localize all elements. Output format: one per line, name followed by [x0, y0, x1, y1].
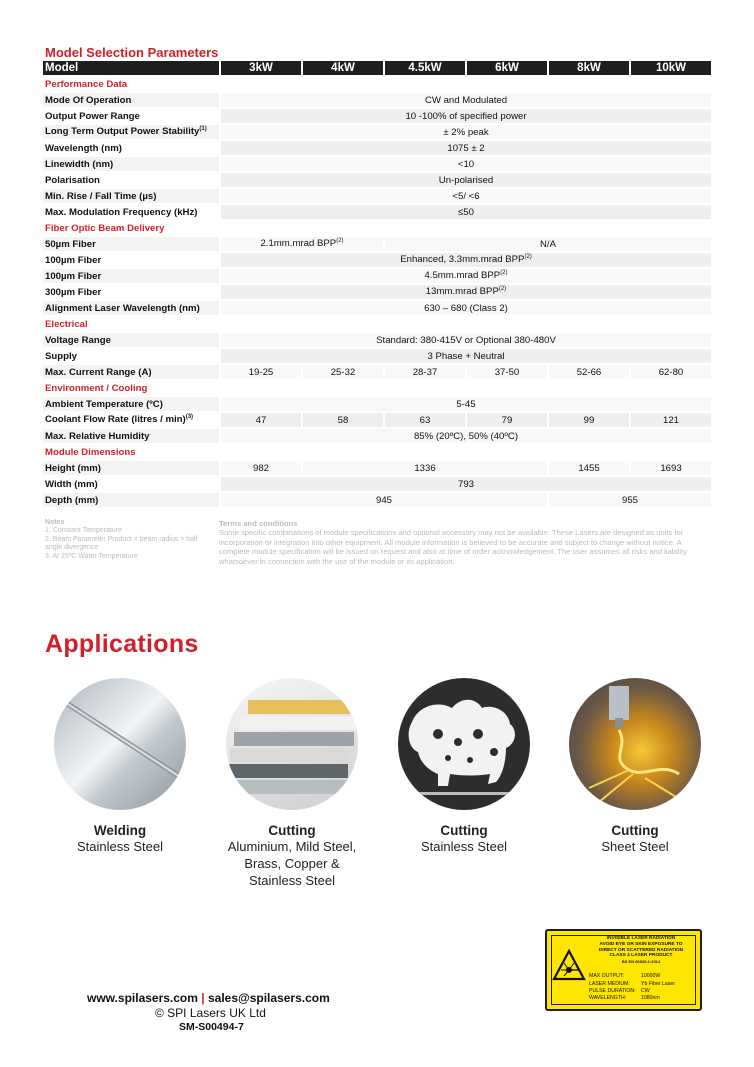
row-value-text: 13mm.mrad BPP	[425, 286, 499, 298]
warning-spec-row	[589, 973, 695, 979]
table-header-row	[43, 61, 711, 75]
application-material: Stainless Steel	[77, 839, 163, 854]
row-value: 62-80	[629, 365, 711, 379]
application-name: Cutting	[440, 823, 488, 838]
row-value: 99	[547, 413, 629, 427]
applications-title: Applications	[45, 630, 199, 658]
application-material: Aluminium, Mild Steel, Brass, Copper & Stainless Steel	[227, 839, 357, 888]
row-value: 28-37	[383, 365, 465, 379]
row-value: Standard: 380-415V or Optional 380-480V	[219, 333, 711, 347]
footer-separator: |	[201, 991, 205, 1005]
row-label: Height (mm)	[43, 461, 219, 475]
row-label-text: Coolant Flow Rate (litres / min)	[45, 414, 186, 426]
row-value: 955	[547, 493, 711, 507]
row-value: 1336	[301, 461, 547, 475]
row-value: 25-32	[301, 365, 383, 379]
row-value: 945	[219, 493, 547, 507]
table-row	[43, 333, 711, 347]
table-row	[43, 237, 711, 251]
row-label: Depth (mm)	[43, 493, 219, 507]
section-title: Model Selection Parameters	[45, 45, 219, 60]
note-item: 3. At 25ºC Water Temperature	[45, 552, 138, 560]
row-label: Linewidth (nm)	[43, 157, 219, 171]
sheet-cutting-image	[569, 678, 701, 810]
category-row	[43, 221, 711, 235]
table-row	[43, 189, 711, 203]
footnote-mark: (2)	[336, 238, 344, 245]
row-value: N/A	[383, 237, 711, 251]
row-value	[219, 237, 383, 251]
warning-spec-key: LASER MEDIUM:	[589, 981, 630, 987]
table-row	[43, 461, 711, 475]
row-value: ± 2% peak	[219, 125, 711, 139]
table-row	[43, 173, 711, 187]
row-label: Max. Current Range (A)	[43, 365, 219, 379]
row-value: 121	[629, 413, 711, 427]
warning-line: DIRECT OR SCATTERED RADIATION	[598, 947, 684, 953]
application-name: Cutting	[268, 823, 316, 838]
warning-spec-key: MAX OUTPUT:	[589, 973, 624, 979]
table-row	[43, 141, 711, 155]
row-value: CW and Modulated	[219, 93, 711, 107]
category-dimensions: Module Dimensions	[43, 445, 711, 459]
category-row	[43, 381, 711, 395]
row-value	[219, 269, 711, 283]
warning-spec-key: WAVELENGTH:	[589, 995, 627, 1001]
row-label: 300µm Fiber	[43, 285, 219, 299]
row-label: Mode Of Operation	[43, 93, 219, 107]
table-row	[43, 413, 711, 427]
row-label	[43, 413, 219, 427]
row-value: 5-45	[219, 397, 711, 411]
row-value: 1455	[547, 461, 629, 475]
model-4kw: 4kW	[301, 61, 383, 75]
row-value: 10 -100% of specified power	[219, 109, 711, 123]
row-label: Voltage Range	[43, 333, 219, 347]
model-3kw: 3kW	[219, 61, 301, 75]
row-value: ≤50	[219, 205, 711, 219]
application-cutting-metals	[217, 678, 367, 889]
row-label: Width (mm)	[43, 477, 219, 491]
email-link[interactable]: sales@spilasers.com	[207, 991, 330, 1005]
table-row	[43, 157, 711, 171]
table-row	[43, 349, 711, 363]
application-material: Stainless Steel	[421, 839, 507, 854]
table-row	[43, 125, 711, 139]
row-label: 100µm Fiber	[43, 269, 219, 283]
warning-spec-row	[589, 988, 695, 994]
application-cutting-stainless	[389, 678, 539, 855]
category-fiber: Fiber Optic Beam Delivery	[43, 221, 711, 235]
row-value: 793	[219, 477, 711, 491]
terms-title: Terms and conditions	[219, 519, 298, 528]
row-label: Output Power Range	[43, 109, 219, 123]
model-4-5kw: 4.5kW	[383, 61, 465, 75]
footer-contact	[87, 991, 330, 1005]
warning-spec-row	[589, 995, 695, 1001]
row-value: 630 – 680 (Class 2)	[219, 301, 711, 315]
row-value: <5/ <6	[219, 189, 711, 203]
row-value: <10	[219, 157, 711, 171]
row-value: 1693	[629, 461, 711, 475]
spec-table	[43, 59, 711, 509]
terms	[219, 519, 711, 566]
table-row	[43, 205, 711, 219]
category-electrical: Electrical	[43, 317, 711, 331]
website-link[interactable]: www.spilasers.com	[87, 991, 198, 1005]
row-value-text: 4.5mm.mrad BPP	[424, 270, 501, 282]
application-name: Welding	[93, 823, 147, 838]
row-value: 63	[383, 413, 465, 427]
application-welding	[45, 678, 195, 855]
warning-line: CLASS 4 LASER PRODUCT	[609, 953, 673, 959]
laser-warning-icon	[552, 949, 586, 981]
footnote-mark: (1)	[199, 126, 207, 133]
note-item: 2. Beam Parameter Product = beam radius × half angle divergence	[45, 535, 198, 552]
row-label: Ambient Temperature (ºC)	[43, 397, 219, 411]
footnote-mark: (3)	[185, 414, 194, 421]
row-value: 47	[219, 413, 301, 427]
row-label-text: Long Term Output Power Stability	[45, 126, 200, 138]
application-cutting-sheet	[560, 678, 710, 855]
application-material: Sheet Steel	[601, 839, 669, 854]
row-label: Supply	[43, 349, 219, 363]
warning-spec-key: PULSE DURATION:	[589, 988, 636, 994]
table-row	[43, 285, 711, 299]
document-code: SM-S00494-7	[179, 1021, 244, 1033]
model-6kw: 6kW	[465, 61, 547, 75]
laser-warning-label	[545, 929, 702, 1011]
row-value: 1075 ± 2	[219, 141, 711, 155]
table-row	[43, 365, 711, 379]
row-value: 52-66	[547, 365, 629, 379]
category-row	[43, 317, 711, 331]
row-value: 37-50	[465, 365, 547, 379]
copyright: © SPI Lasers UK Ltd	[155, 1006, 266, 1020]
warning-spec-value: 1080nm	[641, 995, 660, 1001]
row-label: Max. Relative Humidity	[43, 429, 219, 443]
row-value: 58	[301, 413, 383, 427]
row-value: 85% (20ºC), 50% (40ºC)	[219, 429, 711, 443]
category-row	[43, 77, 711, 91]
table-row	[43, 493, 711, 507]
table-row	[43, 477, 711, 491]
cut-plates-image	[226, 678, 358, 810]
warning-line: INVISIBLE LASER RADIATION	[606, 936, 676, 941]
row-value: Un-polarised	[219, 173, 711, 187]
header-label: Model	[43, 61, 219, 75]
model-8kw: 8kW	[547, 61, 629, 75]
note-item: 1. Constant Temperature	[45, 527, 122, 535]
table-row	[43, 269, 711, 283]
row-label: 50µm Fiber	[43, 237, 219, 251]
warning-spec-value: CW	[641, 988, 650, 994]
application-name: Cutting	[611, 823, 659, 838]
notes	[45, 519, 215, 561]
row-value	[219, 285, 711, 299]
category-environment: Environment / Cooling	[43, 381, 711, 395]
table-row	[43, 93, 711, 107]
warning-spec-value: 10000W	[641, 973, 661, 979]
warning-spec-value: Yb Fiber Laser	[641, 981, 676, 987]
row-value-text: 2.1mm.mrad BPP	[260, 238, 337, 250]
row-label: Wavelength (nm)	[43, 141, 219, 155]
row-label: Max. Modulation Frequency (kHz)	[43, 205, 219, 219]
notes-title: Notes	[45, 519, 65, 526]
row-label: Polarisation	[43, 173, 219, 187]
table-row	[43, 301, 711, 315]
category-performance: Performance Data	[43, 77, 711, 91]
row-value: 982	[219, 461, 301, 475]
warning-spec-row	[589, 981, 695, 987]
category-row	[43, 445, 711, 459]
welding-image	[54, 678, 186, 810]
warning-line: AVOID EYE OR SKIN EXPOSURE TO	[599, 941, 683, 947]
row-value: 19-25	[219, 365, 301, 379]
table-row	[43, 109, 711, 123]
footnote-mark: (2)	[524, 254, 532, 261]
row-value-text: Enhanced, 3.3mm.mrad BPP	[400, 254, 525, 266]
row-label: 100µm Fiber	[43, 253, 219, 267]
row-value: 3 Phase + Neutral	[219, 349, 711, 363]
warning-text	[589, 936, 693, 965]
terms-text: Some specific combinations of module specifications and optional accessory may not be available. These Lasers are designed as units for incorporation or integration into other equipment. All module information is believed to be accurate and subject to change without notice. A complete module specification will be issued on request and also at time of order acknowledgement. The user assumes all risks and liability whatsoever in connection with the use of the module or its application.	[219, 528, 687, 566]
table-row	[43, 253, 711, 267]
footnote-mark: (2)	[498, 286, 507, 293]
dog-cutout-image	[398, 678, 530, 810]
model-10kw: 10kW	[629, 61, 711, 75]
row-label: Min. Rise / Fall Time (µs)	[43, 189, 219, 203]
row-label	[43, 125, 219, 139]
row-label: Alignment Laser Wavelength (nm)	[43, 301, 219, 315]
row-value	[219, 253, 711, 267]
footnote-mark: (2)	[500, 270, 508, 277]
row-value: 79	[465, 413, 547, 427]
table-row	[43, 397, 711, 411]
table-row	[43, 429, 711, 443]
warning-line: BS EN 60825-1:2014	[621, 959, 661, 965]
